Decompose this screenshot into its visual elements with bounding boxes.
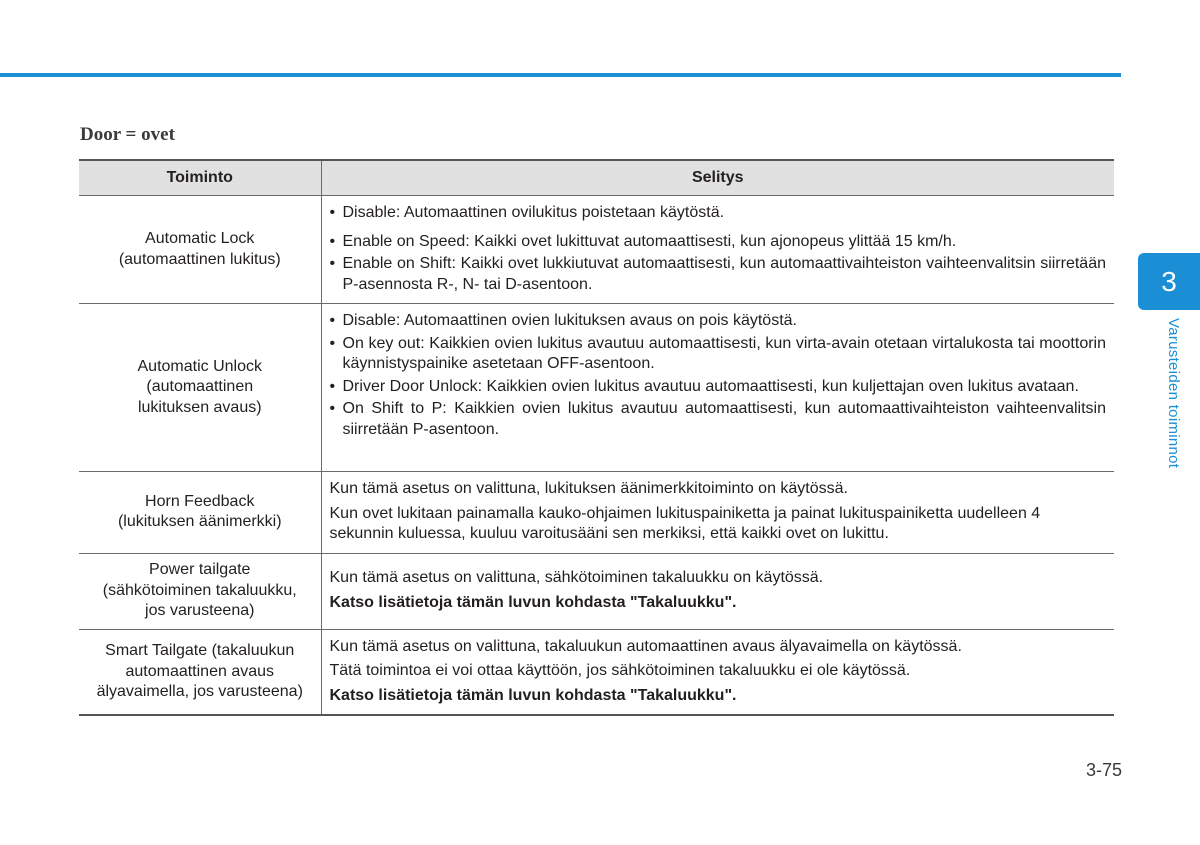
function-name-line: Automatic Unlock — [137, 357, 262, 375]
function-name-line: (sähkötoiminen takaluukku, — [102, 581, 297, 599]
bullet-item: • Disable: Automaattinen ovien lukituksen avaus on pois käytöstä. — [330, 311, 1107, 332]
function-name-cell — [79, 196, 321, 304]
function-name-line: automaattinen avaus — [125, 662, 275, 680]
cross-reference-note: Katso lisätietoja tämän luvun kohdasta "Takaluukku". — [329, 686, 737, 704]
function-name-line: Smart Tailgate (takaluukun — [105, 642, 295, 659]
bullet-item: • On key out: Kaikkien ovien lukitus avautuu automaattisesti, kun virta-avain otetaan virtalukosta tai moottorin käynnistyspainike asetetaan OFF-asentoon. — [330, 334, 1107, 375]
function-name-line: jos varusteena) — [145, 602, 255, 620]
settings-table — [79, 159, 1114, 716]
description-line: Kun ovet lukitaan painamalla kauko-ohjaimen lukituspainiketta ja painat lukituspainiketta uudelleen 4 sekunnin kuluessa, kuuluu varoitusääni sen merkiksi, että kaikki ovet on lukittu. — [329, 504, 1041, 542]
description-cell — [321, 629, 1114, 715]
description-line: Kun tämä asetus on valittuna, sähkötoiminen takaluukku on käytössä. — [329, 569, 824, 586]
description-cell — [321, 196, 1114, 304]
page-number: 3-75 — [1086, 760, 1123, 780]
function-name-cell — [79, 304, 321, 472]
table-row — [79, 553, 1114, 629]
chapter-label: Varusteiden toiminnot — [1165, 318, 1182, 469]
bullet-item: • Disable: Automaattinen ovilukitus poistetaan käytöstä. — [330, 203, 1107, 224]
function-name-line: (automaattinen lukitus) — [118, 250, 281, 268]
function-name-line: Power tailgate — [149, 561, 251, 579]
cross-reference-note: Katso lisätietoja tämän luvun kohdasta "Takaluukku". — [329, 593, 737, 611]
header-description: Selitys — [321, 160, 1114, 196]
chapter-number: 3 — [1161, 265, 1177, 297]
description-line: Kun tämä asetus on valittuna, takaluukun automaattinen avaus älyavaimella on käytössä. — [329, 637, 962, 655]
chapter-tab — [1138, 253, 1200, 310]
bullet-item: • Enable on Speed: Kaikki ovet lukittuvat automaattisesti, kun ajonopeus ylittää 15 km/h. — [330, 232, 1107, 253]
description-cell — [321, 553, 1114, 629]
table-row — [79, 629, 1114, 715]
function-name-line: (lukituksen äänimerkki) — [117, 513, 282, 531]
bullet-item: • Enable on Shift: Kaikki ovet lukkiutuvat automaattisesti, kun automaattivaihteiston vaihteenvalitsin siirretään P-asennosta R-, N- tai D-asentoon. — [330, 254, 1107, 295]
description-cell — [321, 304, 1114, 472]
description-line: Kun tämä asetus on valittuna, lukituksen äänimerkkitoiminto on käytössä. — [329, 480, 848, 497]
function-name-line: Horn Feedback — [145, 492, 255, 510]
description-cell — [321, 472, 1114, 554]
table-row — [79, 472, 1114, 554]
header-function: Toiminto — [79, 160, 321, 196]
function-name-line: (automaattinen — [146, 378, 254, 396]
section-title: Door = ovet — [80, 124, 175, 145]
function-name-line: älyavaimella, jos varusteena) — [96, 683, 303, 700]
function-name-line: Automatic Lock — [145, 230, 255, 247]
table-row — [79, 304, 1114, 472]
table-header-row — [79, 160, 1114, 196]
table-row — [79, 196, 1114, 304]
function-name-line: lukituksen avaus) — [137, 398, 262, 416]
top-rule — [0, 73, 1121, 77]
bullet-item: • On Shift to P: Kaikkien ovien lukitus avautuu automaattisesti, kun automaattivaihteiston vaihteenvalitsin siirretään P-asentoon. — [330, 399, 1107, 440]
function-name-cell — [79, 629, 321, 715]
function-name-cell — [79, 472, 321, 554]
bullet-item: • Driver Door Unlock: Kaikkien ovien lukitus avautuu automaattisesti, kun kuljettajan oven lukitus avataan. — [330, 377, 1107, 398]
description-line: Tätä toimintoa ei voi ottaa käyttöön, jos sähkötoiminen takaluukku ei ole käytössä. — [329, 662, 911, 679]
function-name-cell — [79, 553, 321, 629]
